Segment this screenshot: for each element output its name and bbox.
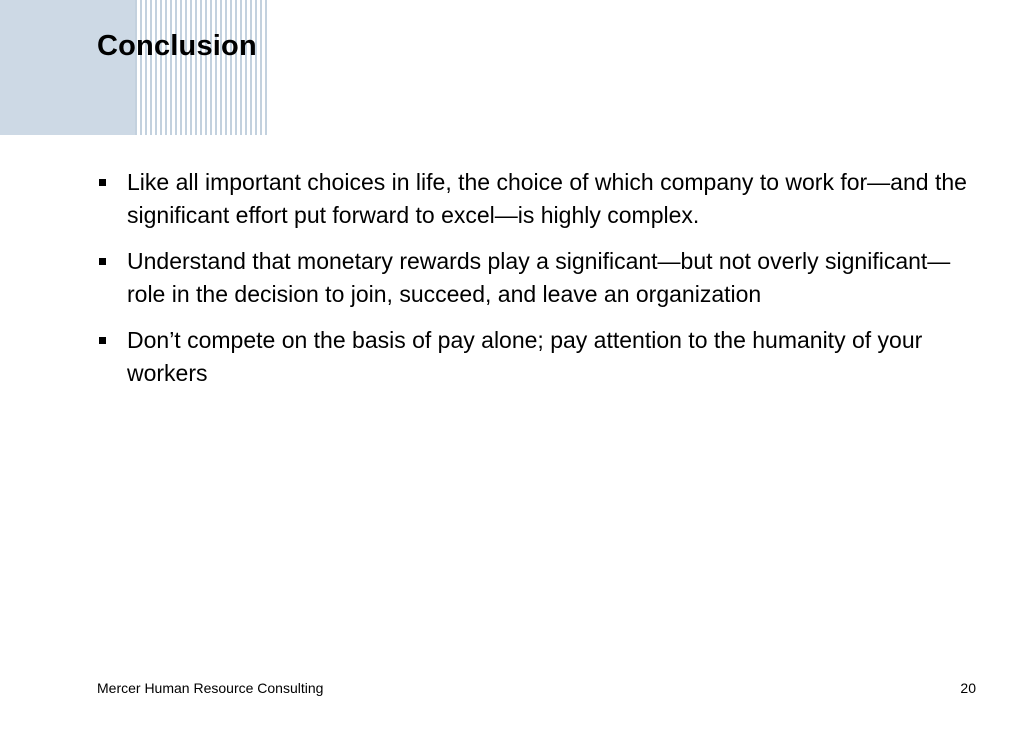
bullet-text: Don’t compete on the basis of pay alone; pay attention to the humanity of your workers [127, 327, 923, 386]
slide-title: Conclusion [97, 30, 257, 62]
bullet-item [97, 324, 977, 389]
header-decoration-stripes [135, 0, 270, 135]
footer-page-number: 20 [960, 680, 976, 696]
bullet-item [97, 166, 977, 231]
square-bullet-icon [99, 258, 106, 265]
bullet-text: Like all important choices in life, the choice of which company to work for—and the significant effort put forward to excel—is highly complex. [127, 169, 967, 228]
bullet-item [97, 245, 977, 310]
footer-company: Mercer Human Resource Consulting [97, 680, 324, 696]
header-decoration-block [0, 0, 135, 135]
bullet-list [97, 166, 977, 403]
bullet-text: Understand that monetary rewards play a significant—but not overly significant—role in the decision to join, succeed, and leave an organization [127, 248, 951, 307]
square-bullet-icon [99, 337, 106, 344]
square-bullet-icon [99, 179, 106, 186]
